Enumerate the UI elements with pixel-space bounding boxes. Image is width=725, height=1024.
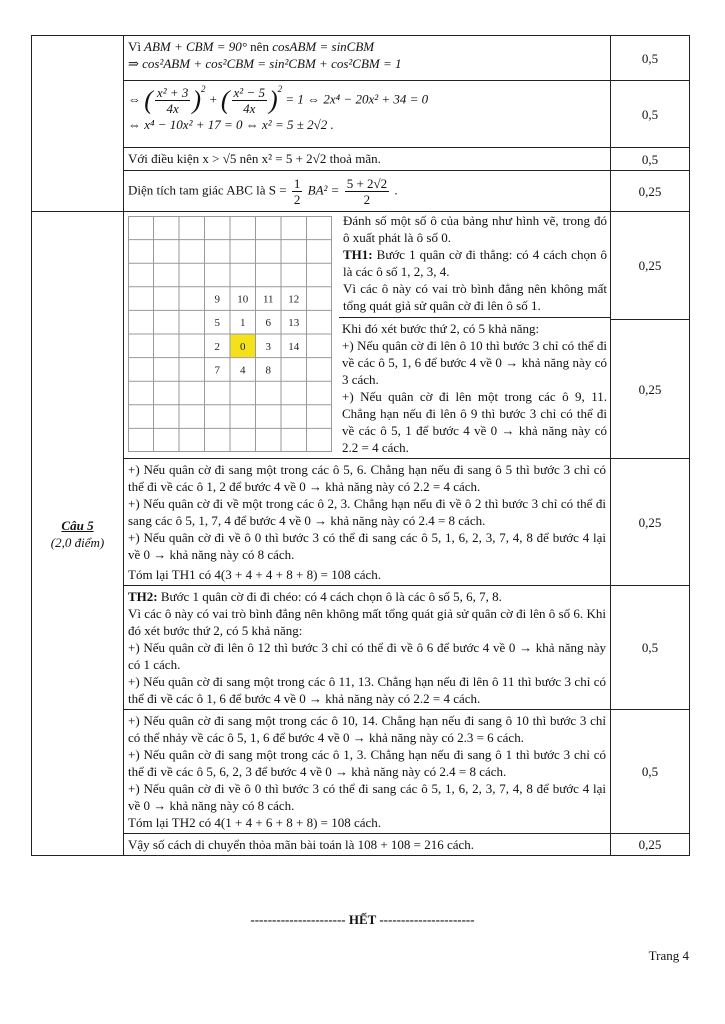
grid-cell-number: 9	[214, 293, 220, 306]
math: ⇔	[128, 91, 141, 107]
text: nên	[250, 39, 269, 54]
math: ABM + CBM = 90°	[144, 39, 247, 54]
paragraph: +) Nếu quân cờ đi sang một trong các ô 10, 14. Chẳng hạn nếu đi sang ô 10 thì bước 3 chỉ có thể nhảy về các ô 5, 1, 6 để bước 4 về 0 → khả năng này có 2.3 = 6 cách.	[128, 713, 606, 745]
case-label: TH2:	[128, 589, 158, 604]
solution-cell	[124, 148, 611, 171]
grid-cell-number: 6	[265, 317, 271, 330]
paragraph: Khi đó xét bước thứ 2, có 5 khả năng:	[342, 321, 540, 336]
text: .	[394, 181, 398, 197]
fraction-denominator: 2	[363, 191, 371, 207]
table-row	[32, 710, 690, 834]
score-cell: 0,5	[611, 710, 690, 834]
paragraph: +) Nếu quân cờ đi lên một trong các ô 9, 11. Chẳng hạn nếu đi lên ô 9 thì bước 3 chỉ có thể đi về các ô 5, 1 để bước 4 về 0 → khả năng này có 2.2 = 4 cách.	[342, 389, 607, 455]
grid-cell-number: 10	[237, 293, 249, 306]
grid-figure-cell	[124, 212, 340, 458]
grid-cell-number: 12	[288, 293, 300, 306]
solution-cell	[124, 171, 611, 212]
text-line: Với điều kiện x > √5 nên x² = 5 + 2√2 thoả mãn.	[128, 151, 381, 166]
paragraph: +) Nếu quân cờ đi sang một trong các ô 11, 13. Chẳng hạn nếu đi lên ô 11 thì bước 3 chỉ có thể đi về các ô 1, 6 để bước 4 về 0 → khả năng này có 2.2 = 4 cách.	[128, 674, 606, 706]
grid-text-layout	[124, 212, 610, 458]
score-cell: 0,5	[611, 148, 690, 171]
paragraph: +) Nếu quân cờ đi về ô 0 thì bước 3 có thể đi sang các ô 5, 1, 6, 2, 3, 7, 4, 8 để bước 4 lại về 0 → khả năng này có 8 cách.	[128, 781, 606, 813]
paragraph: Vì các ô này có vai trò bình đẳng nên không mất tổng quát giả sử quân cờ đi lên ô số 6. Khi đó xét bước thứ 2, có 5 khả năng:	[128, 606, 606, 638]
empty-question-cell	[32, 36, 124, 212]
grid-cell-number: 13	[288, 317, 300, 330]
score-cell: 0,25	[611, 834, 690, 856]
math: cosABM = sinCBM	[272, 39, 375, 54]
solution-cell	[124, 710, 611, 834]
grid-cell-number: 1	[240, 317, 246, 330]
fraction-numerator: x² − 5	[233, 85, 265, 100]
score-cell: 0,25	[611, 459, 690, 586]
text: Diện tích tam giác ABC là S =	[128, 181, 287, 197]
fraction-denominator: 4x	[243, 101, 256, 116]
score-cell: 0,25	[611, 212, 690, 320]
question-title: Câu 5	[61, 517, 94, 533]
score-cell: 0,25	[611, 320, 690, 459]
paragraph: Bước 1 quân cờ đi đi chéo: có 4 cách chọn ô là các ô số 5, 6, 7, 8.	[157, 589, 502, 604]
solution-cell	[124, 212, 611, 459]
grid-cell-number: 7	[214, 364, 220, 377]
math: = 1 ⇔ 2x⁴ − 20x² + 34 = 0	[285, 91, 429, 107]
end-marker: ---------------------- HẾT ----------------------	[250, 912, 475, 927]
math-line: ⇒ cos²ABM + cos²CBM = sin²CBM + cos²CBM = 1	[128, 56, 402, 71]
math-line: ⇔ x⁴ − 10x² + 17 = 0 ⇔ x² = 5 ± 2√2 .	[128, 117, 334, 132]
solution-cell	[124, 459, 611, 586]
fraction-denominator: 4x	[166, 101, 179, 116]
step2-text	[339, 317, 610, 458]
grid-cell-number: 2	[214, 340, 220, 353]
grid-cell-number: 4	[240, 364, 246, 377]
table-row	[32, 171, 690, 212]
chessboard-figure	[128, 216, 332, 452]
question-label-cell	[32, 212, 124, 856]
grid-cell-number: 14	[288, 340, 300, 353]
solution-cell	[124, 586, 611, 710]
fraction-numerator: 5 + 2√2	[346, 175, 388, 191]
grid-cell-number: 5	[214, 317, 220, 330]
case-label: TH1:	[343, 247, 373, 262]
solution-cell: ⇔ ( $\frac{\text{x² + 3}}{4x}$ )$^2$ + ( $\frac{\text{x² − 5}}{4x}$ )$^2$ = 1 ⇔ 2x⁴ − 20x² + 34 = 0 ⇔ x⁴ − 10x² + 17 = 0 ⇔ x² = 5 ± 2√2 .	[124, 81, 611, 148]
score-cell: 0,5	[611, 81, 690, 148]
grid-cell-number: 8	[265, 364, 271, 377]
paragraph: Đánh số một số ô của bảng như hình vẽ, trong đó ô xuất phát là ô số 0.	[343, 213, 607, 245]
score-cell: 0,25	[611, 171, 690, 212]
table-row	[32, 148, 690, 171]
score-cell: 0,5	[611, 586, 690, 710]
th1-text	[340, 212, 610, 317]
paragraph: +) Nếu quân cờ đi lên ô 12 thì bước 3 chỉ có thể đi về ô 6 để bước 4 về 0 → khả năng này có 1 cách.	[128, 640, 606, 672]
paragraph: +) Nếu quân cờ đi sang một trong các ô 5, 6. Chẳng hạn nếu đi sang ô 5 thì bước 3 chỉ có thể đi về các ô 1, 2 để bước 4 về 0 → khả năng này có 2.2 = 4 cách.	[128, 462, 606, 494]
paragraph: +) Nếu quân cờ đi về ô 0 thì bước 3 có thể đi sang các ô 5, 1, 6, 2, 3, 7, 4, 8 để bước 4 lại về 0 → khả năng này có 8 cách.	[128, 530, 606, 562]
text: Vì	[128, 39, 141, 54]
paragraph: Bước 1 quân cờ đi thẳng: có 4 cách chọn ô là các ô số 1, 2, 3, 4.	[343, 247, 607, 279]
grid-text-column	[340, 212, 610, 458]
table-row	[32, 586, 690, 710]
grid-cell-number: 0	[240, 340, 246, 353]
table-row	[32, 834, 690, 856]
fraction-denominator: 2	[293, 191, 301, 207]
table-row	[32, 459, 690, 586]
summary: Tóm lại TH2 có 4(1 + 4 + 6 + 8 + 8) = 108 cách.	[128, 815, 382, 830]
table-row	[32, 36, 690, 81]
solution-table	[31, 35, 690, 856]
solution-cell	[124, 36, 611, 81]
table-row	[32, 212, 690, 320]
table-row	[32, 81, 690, 148]
paragraph: +) Nếu quân cờ đi về một trong các ô 2, 3. Chẳng hạn nếu đi về ô 2 thì bước 3 chỉ có thể đi sang các ô 5, 1, 7, 4 để bước 4 về 0 → khả năng này có 2.4 = 8 cách.	[128, 496, 606, 528]
summary: Tóm lại TH1 có 4(3 + 4 + 4 + 8 + 8) = 108 cách.	[128, 567, 382, 582]
fraction-numerator: x² + 3	[156, 85, 189, 100]
grid-cell-number: 3	[265, 340, 271, 353]
math: BA² =	[307, 181, 340, 197]
paragraph: +) Nếu quân cờ đi lên ô 10 thì bước 3 chỉ có thể đi về các ô 5, 1, 6 để bước 4 về 0 → khả năng này có 3 cách.	[342, 338, 607, 387]
paragraph: +) Nếu quân cờ đi sang một trong các ô 1, 3. Chẳng hạn nếu đi sang ô 1 thì bước 3 chỉ có thể đi về các ô 5, 6, 2, 3 để bước 4 về 0 → khả năng này có 2.4 = 8 cách.	[128, 747, 606, 779]
page-number: Trang 4	[648, 948, 689, 963]
question-points: (2,0 điểm)	[50, 534, 105, 550]
grid-cell-number: 11	[262, 293, 274, 306]
score-cell: 0,5	[611, 36, 690, 81]
solution-cell	[124, 834, 611, 856]
paragraph: Vì các ô này có vai trò bình đẳng nên không mất tổng quát giả sử quân cờ đi lên ô số 1.	[343, 281, 607, 313]
fraction-numerator: 1	[293, 175, 301, 191]
conclusion: Vậy số cách di chuyển thỏa mãn bài toán là 108 + 108 = 216 cách.	[128, 837, 475, 852]
